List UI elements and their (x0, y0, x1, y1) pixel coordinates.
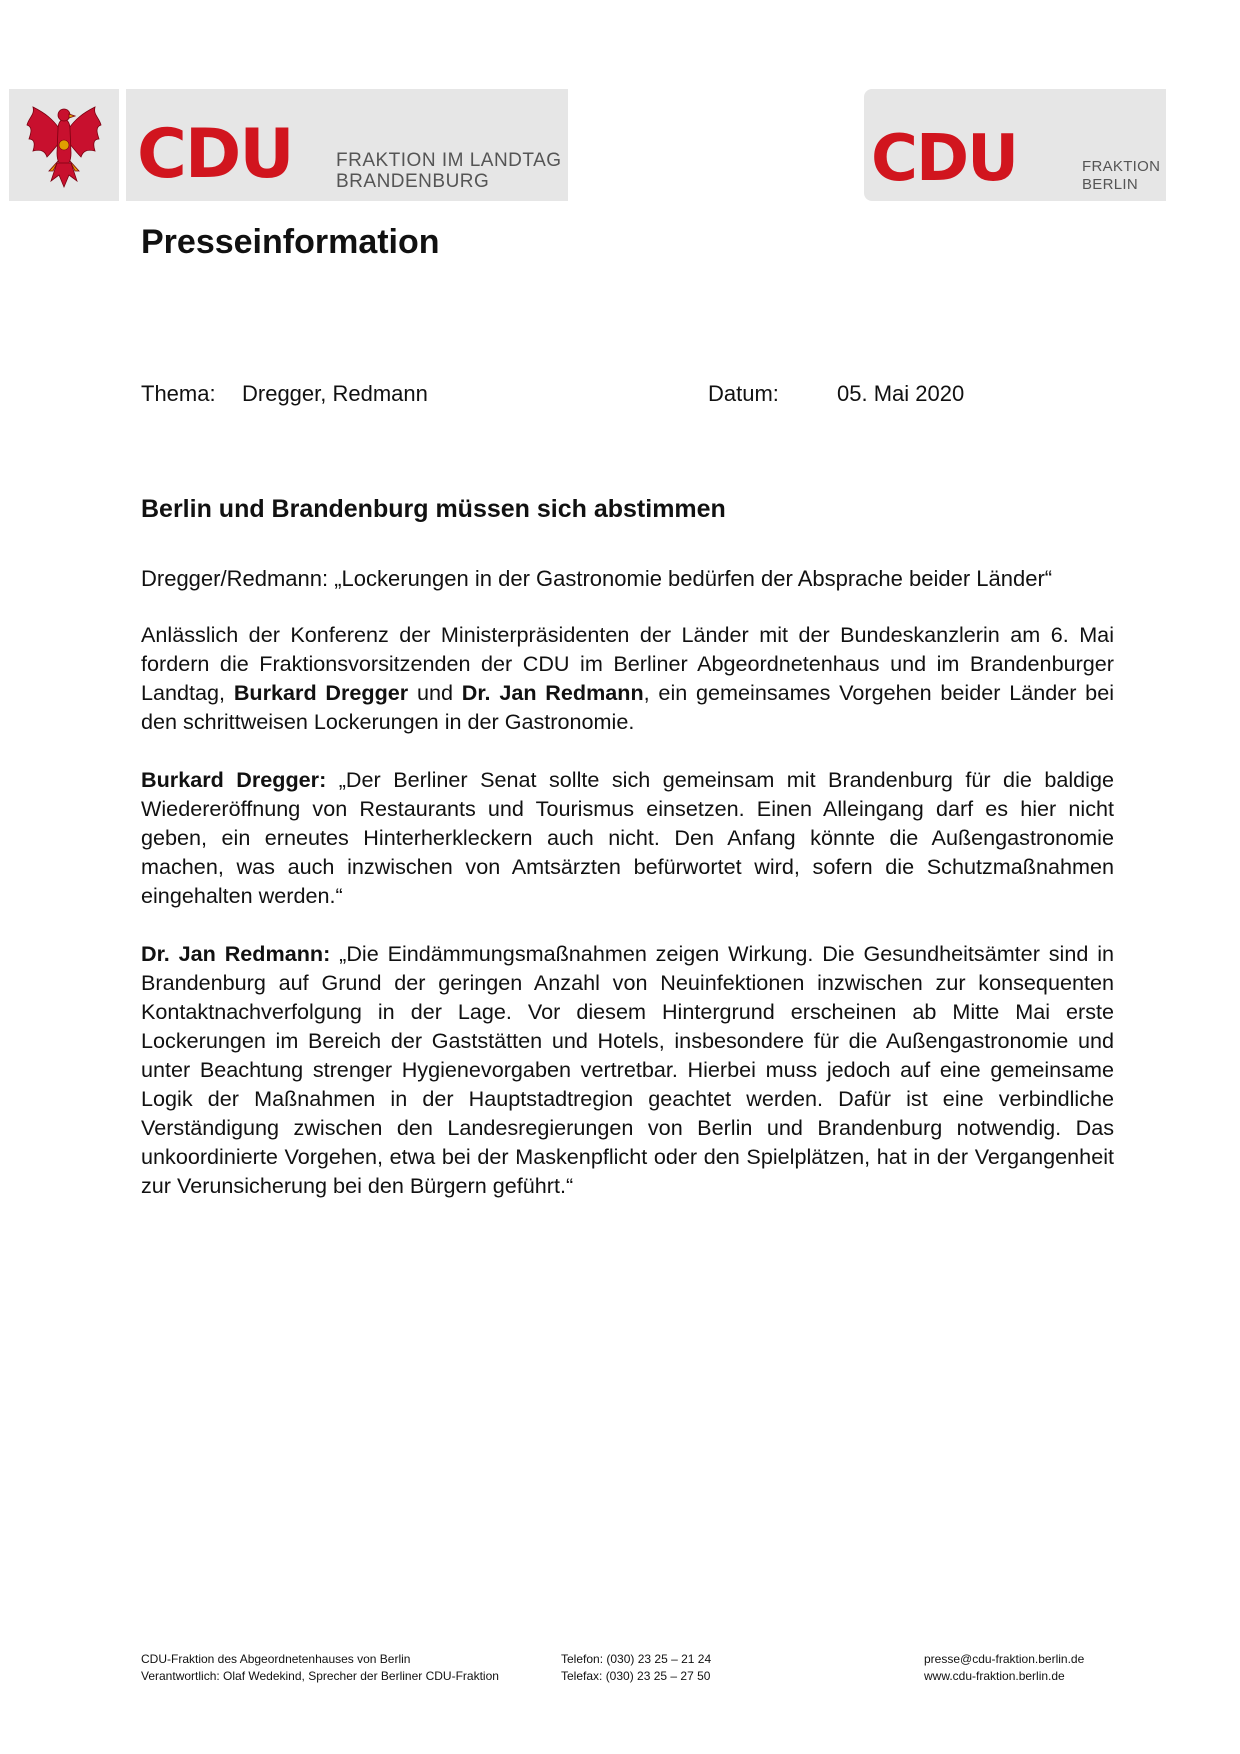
redmann-speaker: Dr. Jan Redmann: (141, 941, 331, 966)
intro-text-2: und (408, 680, 462, 705)
cdu-wordmark: CDU (137, 115, 293, 194)
brandenburg-coat-of-arms (9, 89, 119, 201)
headline: Berlin und Brandenburg müssen sich abstimmen (141, 495, 726, 523)
berlin-logo-line2: BERLIN (1082, 176, 1138, 193)
berlin-logo-line1: FRAKTION (1082, 158, 1161, 175)
page-title: Presseinformation (141, 223, 440, 261)
footer-web-link[interactable]: www.cdu-fraktion.berlin.de (924, 1669, 1065, 1683)
brandenburg-eagle-icon (25, 101, 103, 189)
footer-organization (141, 1651, 499, 1685)
dregger-quote-text: „Der Berliner Senat sollte sich gemeinsam mit Brandenburg für die baldige Wiedereröffnung von Restaurants und Tourismus einsetzen. Einen Alleingang darf es hier nicht geben, ein erneutes Hinterherkleckern auch nicht. Den Anfang könnte die Außengastronomie machen, was auch inzwischen von Amtsärzten befürwortet wird, sofern die Schutzmaßnahmen eingehalten werden.“ (141, 767, 1114, 908)
cdu-brandenburg-logo (126, 89, 568, 201)
date-label: Datum: (708, 381, 779, 406)
topic-value: Dregger, Redmann (242, 381, 428, 406)
footer-fax: Telefax: (030) 23 25 – 27 50 (561, 1669, 711, 1683)
intro-text-3: , ein gemeinsames Vorgehen beider Länder bei den schrittweisen Lockerungen in der Gastronomie. (141, 680, 1115, 734)
redmann-quote-paragraph (141, 939, 1114, 1200)
name-redmann: Dr. Jan Redmann (461, 680, 644, 705)
intro-text-1: Anlässlich der Konferenz der Ministerpräsidenten der Länder mit der Bundeskanzlerin am 6. Mai fordern die Fraktionsvorsitzenden der CDU im Berliner Abgeordnetenhaus und im Brandenburger Landtag, (141, 622, 1114, 705)
redmann-quote-text: „Die Eindämmungsmaßnahmen zeigen Wirkung. Die Gesundheitsämter sind in Brandenburg auf Grund der geringen Anzahl von Neuinfektionen inzwischen zur konsequenten Kontaktnachverfolgung in der Lage. Vor diesem Hintergrund erscheinen ab Mitte Mai erste Lockerungen im Bereich der Gaststätten und Hotels, insbesondere für die Außengastronomie und unter Beachtung strenger Hygienevorgaben vertretbar. Hierbei muss jedoch auf eine gemeinsame Logik der Maßnahmen in der Hauptstadtregion geachtet werden. Dafür ist eine verbindliche Verständigung zwischen den Landesregierungen von Berlin und Brandenburg notwendig. Das unkoordinierte Vorgehen, etwa bei der Maskenpflicht oder den Spielplätzen, hat in der Vergangenheit zur Verunsicherung bei den Bürgern geführt.“ (141, 941, 1114, 1198)
dregger-speaker: Burkard Dregger: (141, 767, 327, 792)
footer-phone: Telefon: (030) 23 25 – 21 24 (561, 1652, 712, 1666)
dregger-quote-paragraph (141, 765, 1114, 910)
footer-email-link[interactable]: presse@cdu-fraktion.berlin.de (924, 1652, 1085, 1666)
lead-quote: Dregger/Redmann: „Lockerungen in der Gastronomie bedürfen der Absprache beider Länder“ (141, 566, 1053, 591)
topic-label: Thema: (141, 381, 216, 406)
date-value: 05. Mai 2020 (837, 381, 965, 406)
intro-paragraph (141, 620, 1114, 736)
footer-contact-phone (561, 1651, 711, 1685)
name-dregger: Burkard Dregger (233, 680, 409, 705)
brandenburg-logo-subtitle (336, 150, 562, 192)
cdu-wordmark: CDU (871, 122, 1018, 196)
brandenburg-logo-line1: FRAKTION IM LANDTAG (336, 150, 562, 171)
cdu-berlin-logo (864, 89, 1166, 201)
footer-responsible: Verantwortlich: Olaf Wedekind, Sprecher der Berliner CDU-Fraktion (141, 1669, 499, 1683)
brandenburg-logo-line2: BRANDENBURG (336, 171, 490, 192)
footer-org-name: CDU-Fraktion des Abgeordnetenhauses von Berlin (141, 1652, 411, 1666)
footer-contact-online (924, 1651, 1084, 1685)
berlin-logo-subtitle (1082, 158, 1160, 194)
